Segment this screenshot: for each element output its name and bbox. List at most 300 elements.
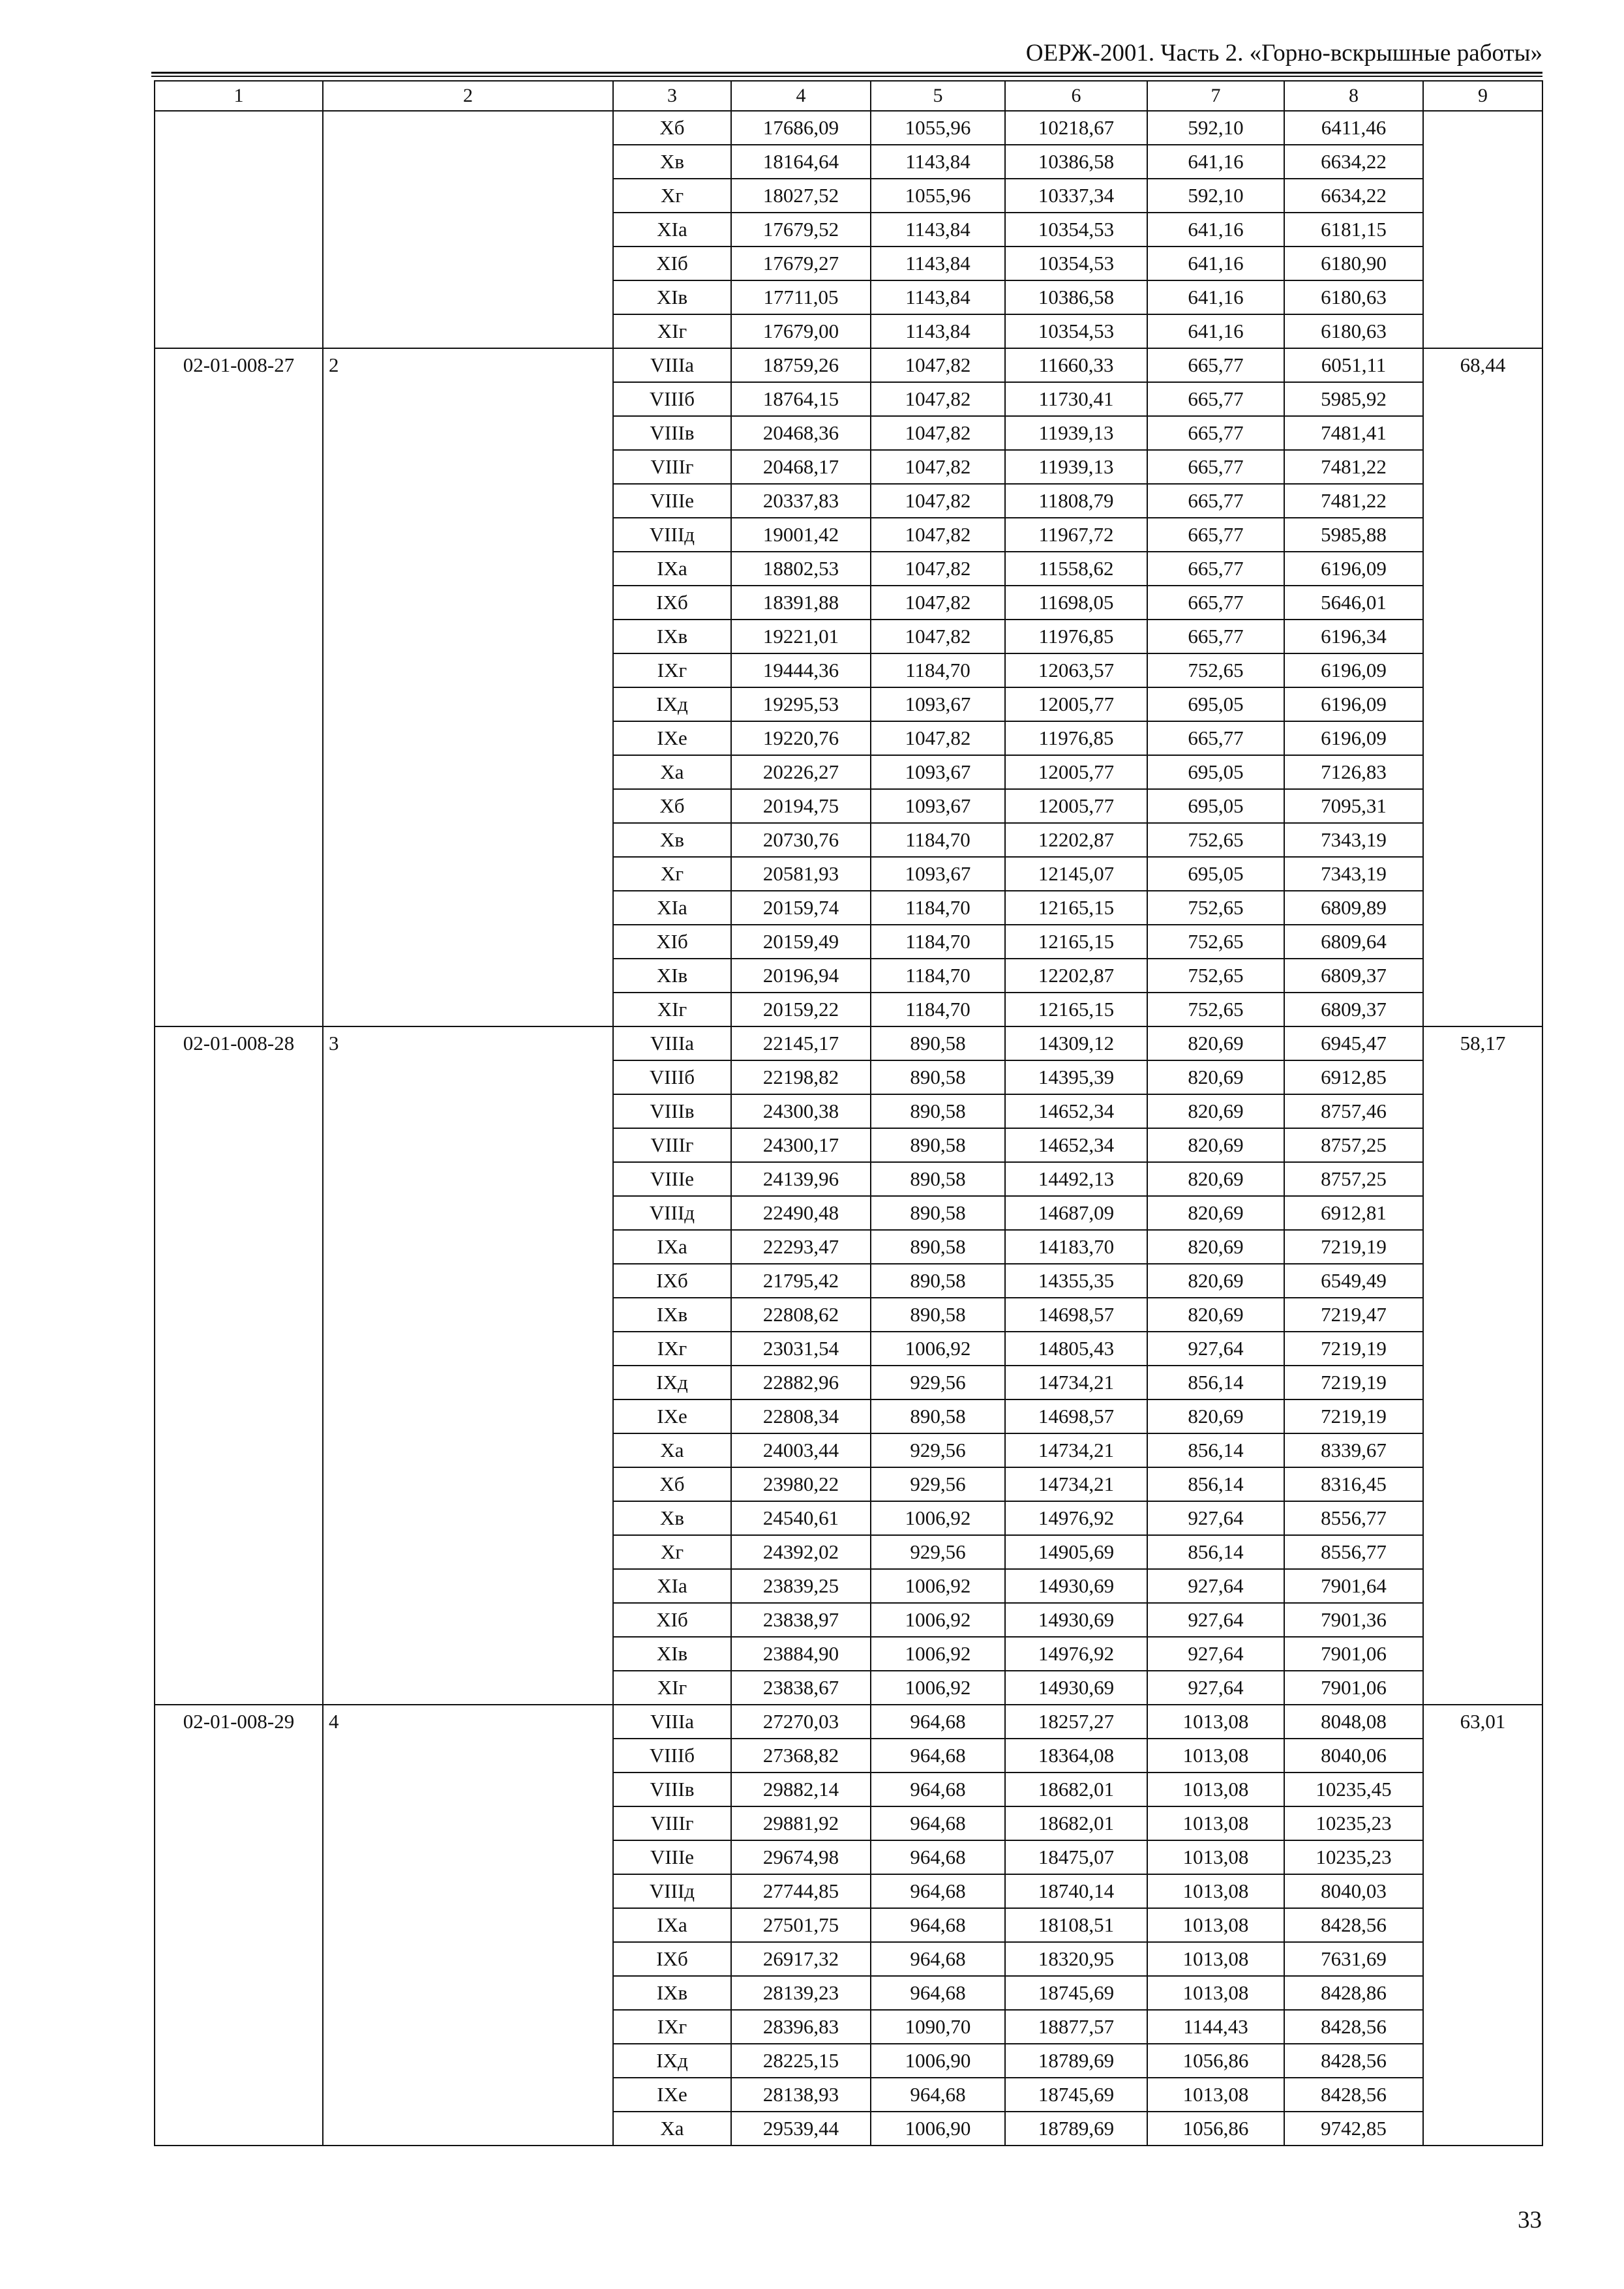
value-col4-cell: 18764,15 bbox=[731, 382, 871, 416]
value-col7-cell: 665,77 bbox=[1147, 721, 1284, 755]
value-col6-cell: 14687,09 bbox=[1005, 1196, 1147, 1230]
running-header: ОЕРЖ-2001. Часть 2. «Горно-вскрышные работы» bbox=[1025, 40, 1542, 67]
value-col7-cell: 1013,08 bbox=[1147, 1942, 1284, 1976]
value-col8-cell: 7481,41 bbox=[1284, 416, 1423, 450]
column-number-cell: 9 bbox=[1423, 81, 1542, 111]
value-col4-cell: 22808,62 bbox=[731, 1298, 871, 1332]
value-col8-cell: 10235,45 bbox=[1284, 1773, 1423, 1806]
value-col8-cell: 6196,09 bbox=[1284, 687, 1423, 721]
value-col7-cell: 665,77 bbox=[1147, 416, 1284, 450]
value-col7-cell: 820,69 bbox=[1147, 1264, 1284, 1298]
class-cell: VIIIб bbox=[613, 1060, 731, 1094]
value-col5-cell: 964,68 bbox=[871, 1739, 1005, 1773]
column-number-cell: 6 bbox=[1005, 81, 1147, 111]
value-col4-cell: 24392,02 bbox=[731, 1535, 871, 1569]
class-cell: IXд bbox=[613, 687, 731, 721]
class-cell: IXа bbox=[613, 1908, 731, 1942]
value-col4-cell: 20226,27 bbox=[731, 755, 871, 789]
value-col6-cell: 11939,13 bbox=[1005, 416, 1147, 450]
value-col6-cell: 11808,79 bbox=[1005, 484, 1147, 518]
value-col7-cell: 1013,08 bbox=[1147, 1840, 1284, 1874]
class-cell: IXв bbox=[613, 620, 731, 653]
value-col8-cell: 6196,34 bbox=[1284, 620, 1423, 653]
value-col4-cell: 22490,48 bbox=[731, 1196, 871, 1230]
value-col8-cell: 6180,90 bbox=[1284, 247, 1423, 280]
value-col4-cell: 23839,25 bbox=[731, 1569, 871, 1603]
value-col8-cell: 8040,06 bbox=[1284, 1739, 1423, 1773]
value-col5-cell: 890,58 bbox=[871, 1399, 1005, 1433]
value-col4-cell: 23838,97 bbox=[731, 1603, 871, 1637]
class-cell: IXе bbox=[613, 2078, 731, 2112]
value-col7-cell: 665,77 bbox=[1147, 586, 1284, 620]
value-col5-cell: 1006,92 bbox=[871, 1603, 1005, 1637]
value-col7-cell: 820,69 bbox=[1147, 1162, 1284, 1196]
value-col5-cell: 890,58 bbox=[871, 1162, 1005, 1196]
value-col6-cell: 14355,35 bbox=[1005, 1264, 1147, 1298]
class-cell: XIг bbox=[613, 993, 731, 1026]
value-col4-cell: 29674,98 bbox=[731, 1840, 871, 1874]
value-col8-cell: 6945,47 bbox=[1284, 1026, 1423, 1060]
class-cell: VIIIг bbox=[613, 1128, 731, 1162]
value-col6-cell: 18745,69 bbox=[1005, 2078, 1147, 2112]
class-cell: VIIIг bbox=[613, 450, 731, 484]
value-col8-cell: 5985,92 bbox=[1284, 382, 1423, 416]
value-col4-cell: 19221,01 bbox=[731, 620, 871, 653]
class-cell: VIIIв bbox=[613, 1773, 731, 1806]
value-col7-cell: 665,77 bbox=[1147, 620, 1284, 653]
value-col4-cell: 19001,42 bbox=[731, 518, 871, 552]
value-col7-cell: 820,69 bbox=[1147, 1230, 1284, 1264]
class-cell: VIIIа bbox=[613, 348, 731, 382]
class-cell: Xг bbox=[613, 857, 731, 891]
value-col8-cell: 8048,08 bbox=[1284, 1705, 1423, 1739]
value-col7-cell: 820,69 bbox=[1147, 1298, 1284, 1332]
value-col7-cell: 927,64 bbox=[1147, 1569, 1284, 1603]
value-col4-cell: 28138,93 bbox=[731, 2078, 871, 2112]
value-col8-cell: 6634,22 bbox=[1284, 145, 1423, 179]
value-col4-cell: 17679,00 bbox=[731, 314, 871, 348]
value-col8-cell: 8757,46 bbox=[1284, 1094, 1423, 1128]
class-cell: IXг bbox=[613, 2010, 731, 2044]
value-col7-cell: 641,16 bbox=[1147, 145, 1284, 179]
value-col7-cell: 592,10 bbox=[1147, 111, 1284, 145]
value-col7-cell: 752,65 bbox=[1147, 891, 1284, 925]
value-col5-cell: 1093,67 bbox=[871, 789, 1005, 823]
value-col7-cell: 820,69 bbox=[1147, 1026, 1284, 1060]
value-col7-cell: 820,69 bbox=[1147, 1060, 1284, 1094]
value-col6-cell: 18740,14 bbox=[1005, 1874, 1147, 1908]
value-col4-cell: 22293,47 bbox=[731, 1230, 871, 1264]
value-col4-cell: 29882,14 bbox=[731, 1773, 871, 1806]
value-col4-cell: 28225,15 bbox=[731, 2044, 871, 2078]
value-col4-cell: 19444,36 bbox=[731, 653, 871, 687]
class-cell: VIIIе bbox=[613, 484, 731, 518]
value-col6-cell: 14930,69 bbox=[1005, 1569, 1147, 1603]
value-col5-cell: 1006,92 bbox=[871, 1332, 1005, 1366]
value-col6-cell: 11730,41 bbox=[1005, 382, 1147, 416]
value-col6-cell: 14492,13 bbox=[1005, 1162, 1147, 1196]
norm-code-cell: 02-01-008-29 bbox=[155, 1705, 323, 2146]
value-col5-cell: 1184,70 bbox=[871, 653, 1005, 687]
col9-cell: 58,17 bbox=[1423, 1026, 1542, 1705]
value-col8-cell: 6180,63 bbox=[1284, 314, 1423, 348]
class-cell: VIIIд bbox=[613, 1196, 731, 1230]
value-col6-cell: 18320,95 bbox=[1005, 1942, 1147, 1976]
class-cell: XIа bbox=[613, 1569, 731, 1603]
value-col5-cell: 1006,90 bbox=[871, 2044, 1005, 2078]
value-col4-cell: 17679,27 bbox=[731, 247, 871, 280]
value-col8-cell: 7219,19 bbox=[1284, 1399, 1423, 1433]
value-col6-cell: 18364,08 bbox=[1005, 1739, 1147, 1773]
value-col5-cell: 964,68 bbox=[871, 1705, 1005, 1739]
value-col8-cell: 7095,31 bbox=[1284, 789, 1423, 823]
value-col4-cell: 23884,90 bbox=[731, 1637, 871, 1671]
class-cell: IXб bbox=[613, 1264, 731, 1298]
class-cell: VIIIв bbox=[613, 416, 731, 450]
value-col5-cell: 1184,70 bbox=[871, 959, 1005, 993]
value-col4-cell: 18164,64 bbox=[731, 145, 871, 179]
value-col8-cell: 7481,22 bbox=[1284, 484, 1423, 518]
class-cell: XIв bbox=[613, 959, 731, 993]
value-col7-cell: 856,14 bbox=[1147, 1535, 1284, 1569]
value-col6-cell: 14395,39 bbox=[1005, 1060, 1147, 1094]
col9-cell: 68,44 bbox=[1423, 348, 1542, 1026]
value-col4-cell: 18027,52 bbox=[731, 179, 871, 213]
class-cell: Xг bbox=[613, 179, 731, 213]
column-number-cell: 4 bbox=[731, 81, 871, 111]
table-row bbox=[155, 111, 1542, 145]
value-col8-cell: 7343,19 bbox=[1284, 857, 1423, 891]
value-col4-cell: 19220,76 bbox=[731, 721, 871, 755]
value-col8-cell: 7481,22 bbox=[1284, 450, 1423, 484]
value-col6-cell: 11976,85 bbox=[1005, 620, 1147, 653]
value-col7-cell: 665,77 bbox=[1147, 552, 1284, 586]
value-col8-cell: 7219,19 bbox=[1284, 1332, 1423, 1366]
value-col4-cell: 17679,52 bbox=[731, 213, 871, 247]
class-cell: VIIIе bbox=[613, 1840, 731, 1874]
value-col6-cell: 12165,15 bbox=[1005, 993, 1147, 1026]
value-col5-cell: 1184,70 bbox=[871, 993, 1005, 1026]
class-cell: Xг bbox=[613, 1535, 731, 1569]
class-cell: IXг bbox=[613, 1332, 731, 1366]
value-col8-cell: 8428,56 bbox=[1284, 1908, 1423, 1942]
value-col5-cell: 929,56 bbox=[871, 1433, 1005, 1467]
class-cell: Xб bbox=[613, 789, 731, 823]
class-cell: XIв bbox=[613, 1637, 731, 1671]
class-cell: VIIIа bbox=[613, 1026, 731, 1060]
value-col6-cell: 12005,77 bbox=[1005, 755, 1147, 789]
value-col7-cell: 820,69 bbox=[1147, 1399, 1284, 1433]
value-col4-cell: 29539,44 bbox=[731, 2112, 871, 2146]
value-col4-cell: 21795,42 bbox=[731, 1264, 871, 1298]
value-col5-cell: 890,58 bbox=[871, 1128, 1005, 1162]
value-col8-cell: 8428,56 bbox=[1284, 2010, 1423, 2044]
value-col5-cell: 1143,84 bbox=[871, 247, 1005, 280]
value-col4-cell: 24139,96 bbox=[731, 1162, 871, 1196]
value-col5-cell: 1143,84 bbox=[871, 314, 1005, 348]
value-col7-cell: 1013,08 bbox=[1147, 2078, 1284, 2112]
value-col8-cell: 5985,88 bbox=[1284, 518, 1423, 552]
value-col6-cell: 18789,69 bbox=[1005, 2112, 1147, 2146]
class-cell: VIIIа bbox=[613, 1705, 731, 1739]
value-col8-cell: 7343,19 bbox=[1284, 823, 1423, 857]
class-cell: IXв bbox=[613, 1298, 731, 1332]
value-col8-cell: 6411,46 bbox=[1284, 111, 1423, 145]
value-col6-cell: 10337,34 bbox=[1005, 179, 1147, 213]
value-col6-cell: 18877,57 bbox=[1005, 2010, 1147, 2044]
value-col4-cell: 20159,22 bbox=[731, 993, 871, 1026]
value-col7-cell: 1056,86 bbox=[1147, 2112, 1284, 2146]
value-col5-cell: 1047,82 bbox=[871, 348, 1005, 382]
value-col5-cell: 964,68 bbox=[871, 1976, 1005, 2010]
value-col5-cell: 890,58 bbox=[871, 1230, 1005, 1264]
table-body bbox=[155, 111, 1542, 2146]
value-col4-cell: 17711,05 bbox=[731, 280, 871, 314]
header-rule bbox=[151, 72, 1542, 74]
value-col4-cell: 27270,03 bbox=[731, 1705, 871, 1739]
value-col5-cell: 929,56 bbox=[871, 1467, 1005, 1501]
value-col4-cell: 23980,22 bbox=[731, 1467, 871, 1501]
value-col6-cell: 12145,07 bbox=[1005, 857, 1147, 891]
value-col7-cell: 641,16 bbox=[1147, 314, 1284, 348]
value-col7-cell: 1013,08 bbox=[1147, 1908, 1284, 1942]
value-col7-cell: 1013,08 bbox=[1147, 1874, 1284, 1908]
value-col6-cell: 10354,53 bbox=[1005, 213, 1147, 247]
value-col7-cell: 641,16 bbox=[1147, 213, 1284, 247]
class-cell: Xа bbox=[613, 1433, 731, 1467]
value-col7-cell: 927,64 bbox=[1147, 1637, 1284, 1671]
value-col4-cell: 20194,75 bbox=[731, 789, 871, 823]
column-number-cell: 1 bbox=[155, 81, 323, 111]
value-col6-cell: 14652,34 bbox=[1005, 1094, 1147, 1128]
value-col5-cell: 1047,82 bbox=[871, 416, 1005, 450]
column-number-cell: 5 bbox=[871, 81, 1005, 111]
class-cell: XIб bbox=[613, 247, 731, 280]
class-cell: Xв bbox=[613, 823, 731, 857]
value-col8-cell: 8556,77 bbox=[1284, 1501, 1423, 1535]
value-col5-cell: 890,58 bbox=[871, 1060, 1005, 1094]
value-col4-cell: 27744,85 bbox=[731, 1874, 871, 1908]
class-cell: Xв bbox=[613, 145, 731, 179]
value-col4-cell: 20159,49 bbox=[731, 925, 871, 959]
value-col4-cell: 20730,76 bbox=[731, 823, 871, 857]
group-cell: 2 bbox=[323, 348, 613, 1026]
value-col6-cell: 11967,72 bbox=[1005, 518, 1147, 552]
page-number: 33 bbox=[1518, 2207, 1542, 2234]
class-cell: IXб bbox=[613, 1942, 731, 1976]
value-col6-cell: 12165,15 bbox=[1005, 891, 1147, 925]
value-col5-cell: 964,68 bbox=[871, 1773, 1005, 1806]
value-col7-cell: 1013,08 bbox=[1147, 1806, 1284, 1840]
class-cell: Xб bbox=[613, 111, 731, 145]
value-col8-cell: 8428,56 bbox=[1284, 2078, 1423, 2112]
value-col5-cell: 964,68 bbox=[871, 1874, 1005, 1908]
value-col6-cell: 18682,01 bbox=[1005, 1806, 1147, 1840]
class-cell: VIIIб bbox=[613, 1739, 731, 1773]
value-col4-cell: 29881,92 bbox=[731, 1806, 871, 1840]
value-col8-cell: 10235,23 bbox=[1284, 1806, 1423, 1840]
class-cell: IXа bbox=[613, 552, 731, 586]
value-col8-cell: 6809,89 bbox=[1284, 891, 1423, 925]
value-col8-cell: 7219,47 bbox=[1284, 1298, 1423, 1332]
value-col6-cell: 14734,21 bbox=[1005, 1433, 1147, 1467]
value-col5-cell: 1006,92 bbox=[871, 1501, 1005, 1535]
value-col5-cell: 890,58 bbox=[871, 1298, 1005, 1332]
value-col8-cell: 7901,06 bbox=[1284, 1637, 1423, 1671]
value-col8-cell: 6196,09 bbox=[1284, 721, 1423, 755]
value-col7-cell: 752,65 bbox=[1147, 823, 1284, 857]
value-col4-cell: 18759,26 bbox=[731, 348, 871, 382]
value-col5-cell: 1047,82 bbox=[871, 586, 1005, 620]
value-col6-cell: 10386,58 bbox=[1005, 280, 1147, 314]
norm-code-cell: 02-01-008-28 bbox=[155, 1026, 323, 1705]
value-col6-cell: 18257,27 bbox=[1005, 1705, 1147, 1739]
value-col5-cell: 1047,82 bbox=[871, 484, 1005, 518]
value-col5-cell: 929,56 bbox=[871, 1535, 1005, 1569]
class-cell: IXа bbox=[613, 1230, 731, 1264]
value-col8-cell: 6809,64 bbox=[1284, 925, 1423, 959]
value-col4-cell: 24300,38 bbox=[731, 1094, 871, 1128]
value-col8-cell: 8757,25 bbox=[1284, 1128, 1423, 1162]
column-number-cell: 3 bbox=[613, 81, 731, 111]
price-table bbox=[154, 80, 1543, 2146]
value-col4-cell: 23838,67 bbox=[731, 1671, 871, 1705]
value-col5-cell: 1090,70 bbox=[871, 2010, 1005, 2044]
value-col5-cell: 890,58 bbox=[871, 1094, 1005, 1128]
value-col5-cell: 1047,82 bbox=[871, 382, 1005, 416]
value-col8-cell: 9742,85 bbox=[1284, 2112, 1423, 2146]
value-col8-cell: 8428,86 bbox=[1284, 1976, 1423, 2010]
value-col7-cell: 665,77 bbox=[1147, 348, 1284, 382]
value-col7-cell: 695,05 bbox=[1147, 687, 1284, 721]
class-cell: IXг bbox=[613, 653, 731, 687]
value-col6-cell: 18745,69 bbox=[1005, 1976, 1147, 2010]
value-col4-cell: 24300,17 bbox=[731, 1128, 871, 1162]
value-col8-cell: 6809,37 bbox=[1284, 993, 1423, 1026]
value-col5-cell: 964,68 bbox=[871, 1840, 1005, 1874]
group-cell: 4 bbox=[323, 1705, 613, 2146]
value-col6-cell: 12202,87 bbox=[1005, 823, 1147, 857]
value-col8-cell: 6809,37 bbox=[1284, 959, 1423, 993]
column-number-row bbox=[155, 81, 1542, 111]
value-col8-cell: 7219,19 bbox=[1284, 1230, 1423, 1264]
value-col6-cell: 14930,69 bbox=[1005, 1671, 1147, 1705]
value-col5-cell: 1184,70 bbox=[871, 891, 1005, 925]
value-col7-cell: 665,77 bbox=[1147, 450, 1284, 484]
value-col7-cell: 752,65 bbox=[1147, 959, 1284, 993]
norm-code-cell: 02-01-008-27 bbox=[155, 348, 323, 1026]
value-col8-cell: 8428,56 bbox=[1284, 2044, 1423, 2078]
value-col6-cell: 14698,57 bbox=[1005, 1298, 1147, 1332]
value-col5-cell: 1055,96 bbox=[871, 179, 1005, 213]
class-cell: XIб bbox=[613, 1603, 731, 1637]
value-col5-cell: 1006,92 bbox=[871, 1637, 1005, 1671]
value-col6-cell: 14976,92 bbox=[1005, 1637, 1147, 1671]
value-col8-cell: 5646,01 bbox=[1284, 586, 1423, 620]
value-col7-cell: 592,10 bbox=[1147, 179, 1284, 213]
value-col8-cell: 6912,85 bbox=[1284, 1060, 1423, 1094]
class-cell: IXе bbox=[613, 1399, 731, 1433]
value-col8-cell: 6549,49 bbox=[1284, 1264, 1423, 1298]
value-col8-cell: 6196,09 bbox=[1284, 552, 1423, 586]
value-col6-cell: 12063,57 bbox=[1005, 653, 1147, 687]
class-cell: Xб bbox=[613, 1467, 731, 1501]
value-col4-cell: 20159,74 bbox=[731, 891, 871, 925]
value-col5-cell: 890,58 bbox=[871, 1264, 1005, 1298]
group-cell bbox=[323, 111, 613, 348]
value-col5-cell: 1143,84 bbox=[871, 213, 1005, 247]
value-col7-cell: 820,69 bbox=[1147, 1094, 1284, 1128]
value-col5-cell: 1006,92 bbox=[871, 1569, 1005, 1603]
value-col4-cell: 28396,83 bbox=[731, 2010, 871, 2044]
norm-code-cell bbox=[155, 111, 323, 348]
value-col7-cell: 820,69 bbox=[1147, 1128, 1284, 1162]
table-row bbox=[155, 348, 1542, 382]
value-col6-cell: 12005,77 bbox=[1005, 789, 1147, 823]
value-col5-cell: 1093,67 bbox=[871, 857, 1005, 891]
value-col7-cell: 927,64 bbox=[1147, 1671, 1284, 1705]
value-col6-cell: 12202,87 bbox=[1005, 959, 1147, 993]
value-col4-cell: 22145,17 bbox=[731, 1026, 871, 1060]
value-col6-cell: 14805,43 bbox=[1005, 1332, 1147, 1366]
value-col7-cell: 665,77 bbox=[1147, 484, 1284, 518]
value-col8-cell: 8757,25 bbox=[1284, 1162, 1423, 1196]
value-col7-cell: 752,65 bbox=[1147, 925, 1284, 959]
value-col4-cell: 23031,54 bbox=[731, 1332, 871, 1366]
value-col8-cell: 6051,11 bbox=[1284, 348, 1423, 382]
value-col6-cell: 18789,69 bbox=[1005, 2044, 1147, 2078]
value-col5-cell: 890,58 bbox=[871, 1026, 1005, 1060]
value-col7-cell: 820,69 bbox=[1147, 1196, 1284, 1230]
class-cell: IXд bbox=[613, 2044, 731, 2078]
value-col4-cell: 20468,17 bbox=[731, 450, 871, 484]
value-col7-cell: 641,16 bbox=[1147, 247, 1284, 280]
class-cell: Xа bbox=[613, 2112, 731, 2146]
value-col6-cell: 11939,13 bbox=[1005, 450, 1147, 484]
table-row bbox=[155, 1026, 1542, 1060]
value-col4-cell: 20468,36 bbox=[731, 416, 871, 450]
value-col5-cell: 964,68 bbox=[871, 1806, 1005, 1840]
value-col6-cell: 10386,58 bbox=[1005, 145, 1147, 179]
value-col5-cell: 929,56 bbox=[871, 1366, 1005, 1399]
value-col6-cell: 14734,21 bbox=[1005, 1467, 1147, 1501]
value-col6-cell: 14309,12 bbox=[1005, 1026, 1147, 1060]
value-col7-cell: 856,14 bbox=[1147, 1433, 1284, 1467]
column-number-cell: 7 bbox=[1147, 81, 1284, 111]
value-col8-cell: 8556,77 bbox=[1284, 1535, 1423, 1569]
value-col6-cell: 14652,34 bbox=[1005, 1128, 1147, 1162]
value-col8-cell: 10235,23 bbox=[1284, 1840, 1423, 1874]
value-col7-cell: 752,65 bbox=[1147, 653, 1284, 687]
value-col8-cell: 8316,45 bbox=[1284, 1467, 1423, 1501]
class-cell: VIIIв bbox=[613, 1094, 731, 1128]
class-cell: XIг bbox=[613, 1671, 731, 1705]
value-col4-cell: 17686,09 bbox=[731, 111, 871, 145]
value-col5-cell: 1184,70 bbox=[871, 823, 1005, 857]
value-col4-cell: 24003,44 bbox=[731, 1433, 871, 1467]
value-col7-cell: 695,05 bbox=[1147, 857, 1284, 891]
value-col6-cell: 10218,67 bbox=[1005, 111, 1147, 145]
value-col5-cell: 1093,67 bbox=[871, 755, 1005, 789]
column-number-cell: 2 bbox=[323, 81, 613, 111]
value-col7-cell: 695,05 bbox=[1147, 789, 1284, 823]
value-col7-cell: 927,64 bbox=[1147, 1332, 1284, 1366]
class-cell: XIб bbox=[613, 925, 731, 959]
value-col8-cell: 8040,03 bbox=[1284, 1874, 1423, 1908]
value-col6-cell: 14698,57 bbox=[1005, 1399, 1147, 1433]
value-col8-cell: 7126,83 bbox=[1284, 755, 1423, 789]
value-col6-cell: 11698,05 bbox=[1005, 586, 1147, 620]
